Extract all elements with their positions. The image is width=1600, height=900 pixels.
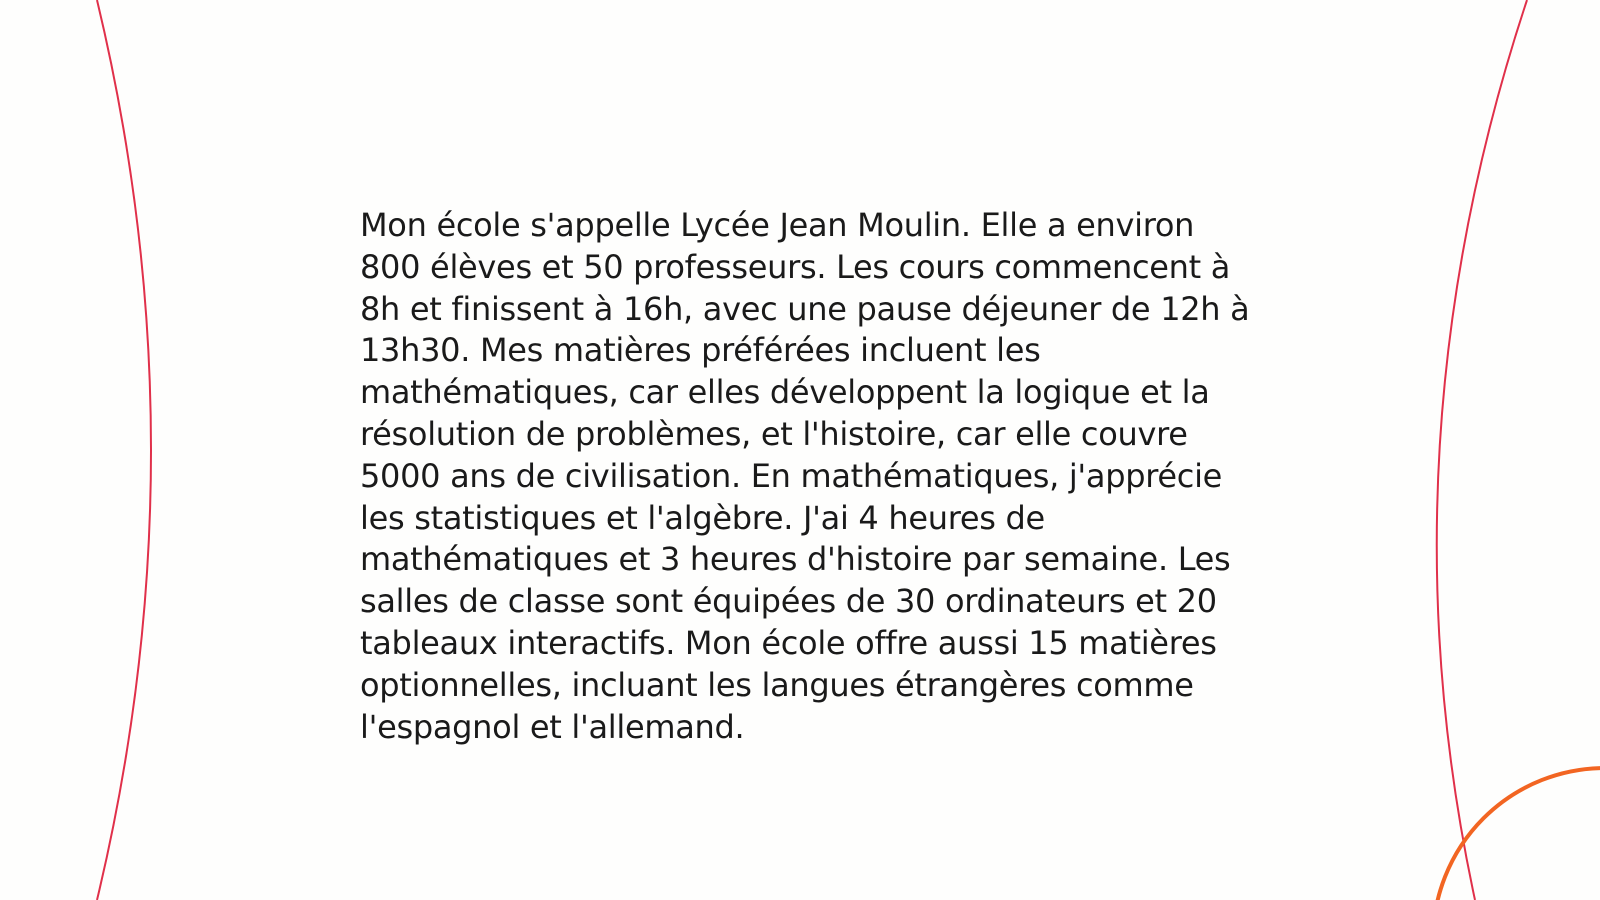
right-red-arc xyxy=(1437,0,1527,900)
bottom-right-orange-arc xyxy=(1433,768,1600,900)
left-red-arc xyxy=(97,0,151,900)
slide-paragraph: Mon école s'appelle Lycée Jean Moulin. Elle a environ 800 élèves et 50 professeurs. Les cours commencent à 8h et finissent à 16h, avec une pause déjeuner de 12h à 13h30. Mes matières préférées incluent les mathématiques, car elles développent la logique et la résolution de problèmes, et l'histoire, car elle couvre 5000 ans de civilisation. En mathématiques, j'apprécie les statistiques et l'algèbre. J'ai 4 heures de mathématiques et 3 heures d'histoire par semaine. Les salles de classe sont équipées de 30 ordinateurs et 20 tableaux interactifs. Mon école offre aussi 15 matières optionnelles, incluant les langues étrangères comme l'espagnol et l'allemand. xyxy=(360,206,1250,746)
